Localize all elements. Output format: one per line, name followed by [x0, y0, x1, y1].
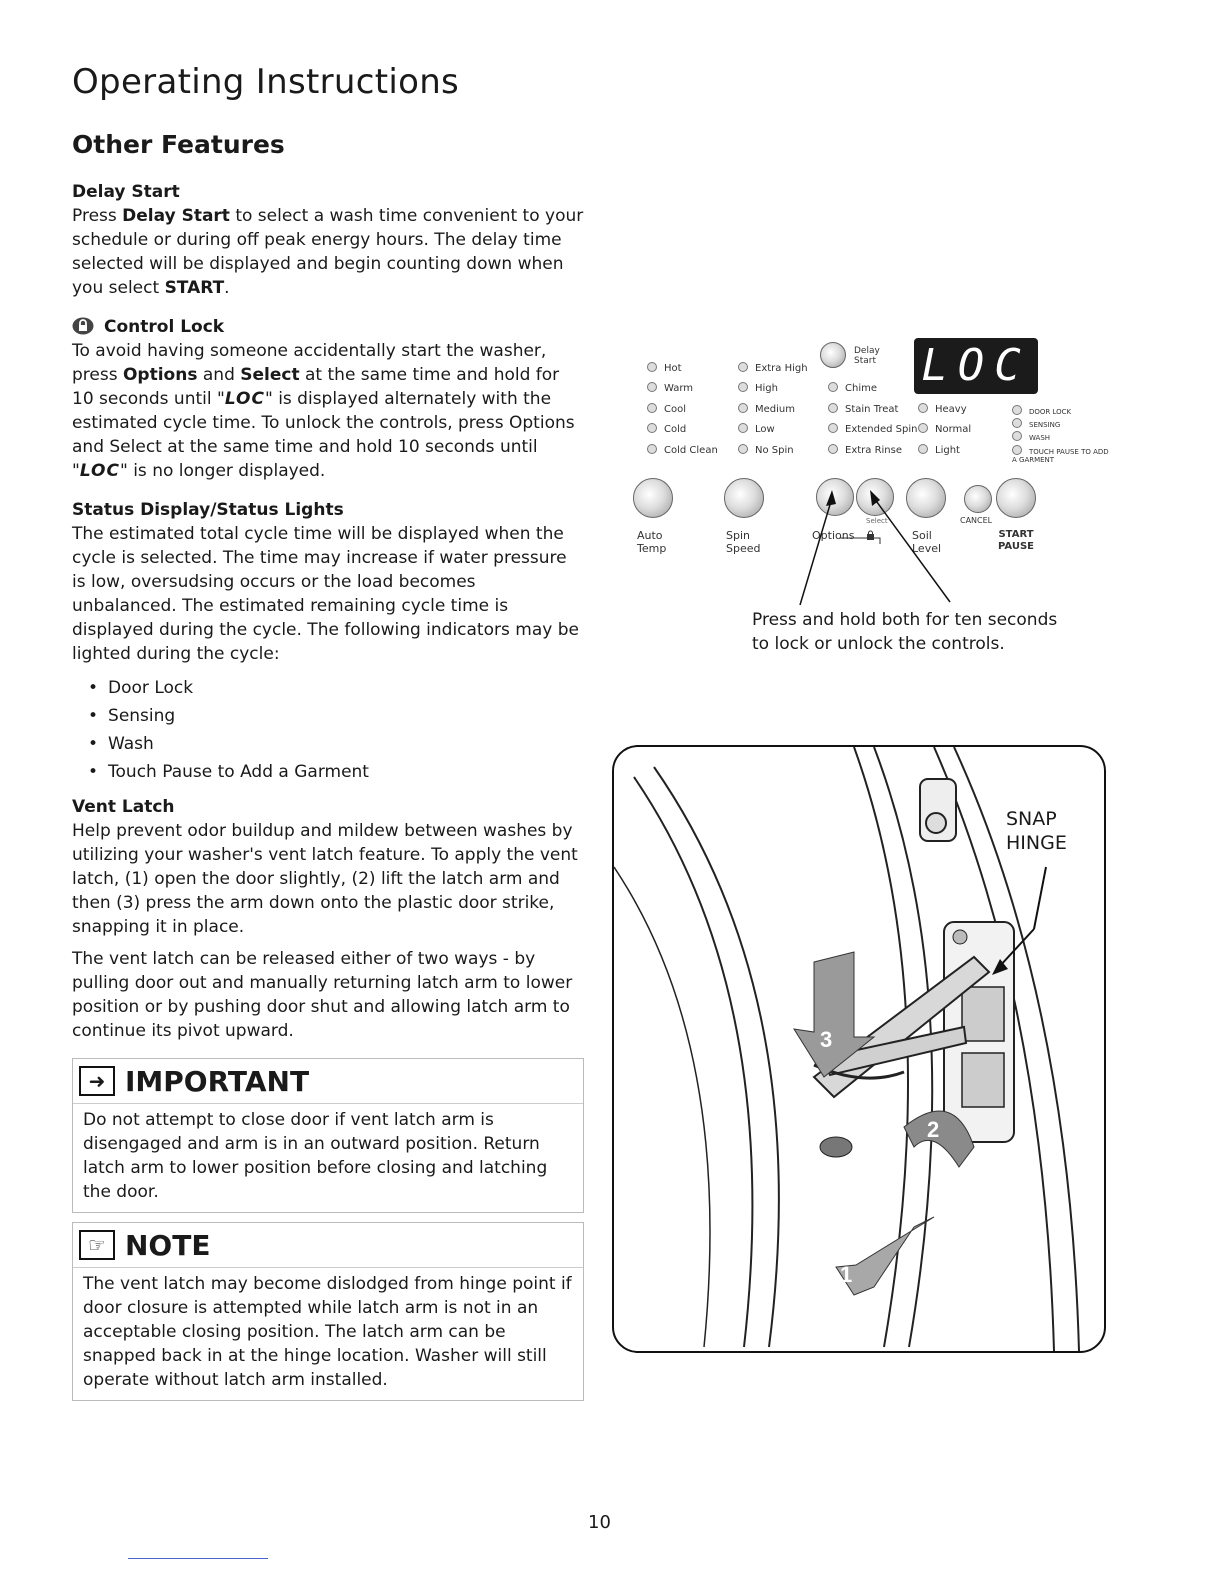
- status-list: [72, 674, 584, 786]
- status-heading: Status Display/Status Lights: [72, 500, 344, 520]
- soil-normal: Normal: [918, 423, 971, 436]
- option-stain-treat: Stain Treat: [828, 403, 898, 416]
- option-extended-spin: Extended Spin: [828, 423, 918, 436]
- status-touch-pause: TOUCH PAUSE TO ADD A GARMENT: [1012, 445, 1112, 464]
- spin-no-spin: No Spin: [738, 444, 794, 457]
- delay-start-text: Press Delay Start to select a wash time convenient to your schedule or during off peak energy hours. The delay time selected will be displayed and begin counting down when you select START.: [72, 206, 584, 298]
- status-sensing: SENSING: [1012, 418, 1060, 429]
- status-text: The estimated total cycle time will be displayed when the cycle is selected. The time may increase if water pressure is low, oversudsing occurs or the load becomes unbalanced. The estimated remaining cycle time is displayed during the cycle. The following indicators may be lighted during the cycle:: [72, 524, 579, 664]
- arrow-right-icon: ➜: [79, 1066, 115, 1096]
- lock-icon: [72, 317, 94, 335]
- note-box: [72, 1222, 584, 1401]
- panel-caption: Press and hold both for ten seconds to lock or unlock the controls.: [752, 610, 1058, 654]
- list-item: • Sensing: [88, 702, 584, 730]
- control-panel-figure: [620, 330, 1120, 620]
- list-item: • Touch Pause to Add a Garment: [88, 758, 584, 786]
- vent-latch-section: [72, 795, 584, 1051]
- spin-speed-label: Spin Speed: [726, 529, 761, 555]
- status-door-lock: DOOR LOCK: [1012, 405, 1071, 416]
- step-1-label: 1: [840, 1262, 853, 1287]
- page-title: Operating Instructions: [72, 62, 460, 102]
- options-label: Options: [812, 529, 875, 542]
- spin-high: High: [738, 382, 778, 395]
- section-title: Other Features: [72, 130, 285, 159]
- vent-latch-figure: [612, 745, 1106, 1353]
- list-item: • Wash: [88, 730, 584, 758]
- vent-latch-text-1: Help prevent odor buildup and mildew between washes by utilizing your washer's vent latch feature. To apply the vent latch, (1) open the door slightly, (2) lift the latch arm and then (3) press the arm down onto the plastic door strike, snapping it in place.: [72, 821, 578, 937]
- delay-start-heading: Delay Start: [72, 182, 180, 202]
- control-lock-section: [72, 315, 584, 491]
- option-chime: Chime: [828, 382, 877, 395]
- important-title: IMPORTANT: [125, 1064, 310, 1098]
- spin-low: Low: [738, 423, 775, 436]
- note-title: NOTE: [125, 1228, 211, 1262]
- control-lock-heading: Control Lock: [72, 315, 584, 339]
- delay-start-section: [72, 180, 584, 308]
- control-lock-text: To avoid having someone accidentally start the washer, press Options and Select at the same time and hold for 10 seconds until "LOC" is displayed alternately with the estimated cycle time. To unlock the controls, press Options and Select at the same time and hold 10 seconds until "LOC" is no longer displayed.: [72, 341, 575, 481]
- important-text: Do not attempt to close door if vent latch arm is disengaged and arm is in an outward position. Return latch arm to lower position before closing and latching the door.: [83, 1110, 548, 1202]
- auto-temp-label: Auto Temp: [637, 529, 667, 555]
- vent-latch-text-2: The vent latch can be released either of two ways - by pulling door out and manually returning latch arm to lower position or by pushing door shut and allowing latch arm to continue its pivot upward.: [72, 949, 573, 1041]
- list-item: • Door Lock: [88, 674, 584, 702]
- lcd-display: LOC: [914, 338, 1038, 394]
- snap-hinge-label: SNAP HINGE: [1006, 808, 1067, 854]
- option-extra-rinse: Extra Rinse: [828, 444, 902, 457]
- page-number: 10: [588, 1512, 611, 1533]
- temp-hot: Hot: [647, 362, 682, 375]
- spin-medium: Medium: [738, 403, 795, 416]
- footer-rule: [128, 1558, 268, 1559]
- start-pause-label: START PAUSE: [998, 529, 1034, 552]
- important-box: [72, 1058, 584, 1213]
- pointer-lines: [620, 330, 1120, 620]
- hand-pointer-icon: ☞: [79, 1230, 115, 1260]
- temp-cool: Cool: [647, 403, 686, 416]
- soil-light: Light: [918, 444, 960, 457]
- spin-extra-high: Extra High: [738, 362, 808, 375]
- note-text: The vent latch may become dislodged from hinge point if door closure is attempted while latch arm is not in an acceptable closing position. The latch arm can be snapped back in at the hinge location. Washer will still operate without latch arm installed.: [83, 1274, 572, 1390]
- status-wash: WASH: [1012, 431, 1050, 442]
- status-section: [72, 498, 584, 794]
- step-2-label: 2: [927, 1117, 940, 1142]
- temp-cold: Cold: [647, 423, 686, 436]
- soil-level-label: Soil Level: [912, 529, 942, 555]
- cancel-label: CANCEL: [960, 516, 993, 525]
- step-3-label: 3: [820, 1027, 833, 1052]
- delay-start-label: Delay Start: [854, 346, 880, 366]
- temp-cold-clean: Cold Clean: [647, 444, 718, 457]
- temp-warm: Warm: [647, 382, 693, 395]
- soil-heavy: Heavy: [918, 403, 967, 416]
- vent-latch-heading: Vent Latch: [72, 797, 175, 817]
- select-label: Select: [866, 517, 888, 525]
